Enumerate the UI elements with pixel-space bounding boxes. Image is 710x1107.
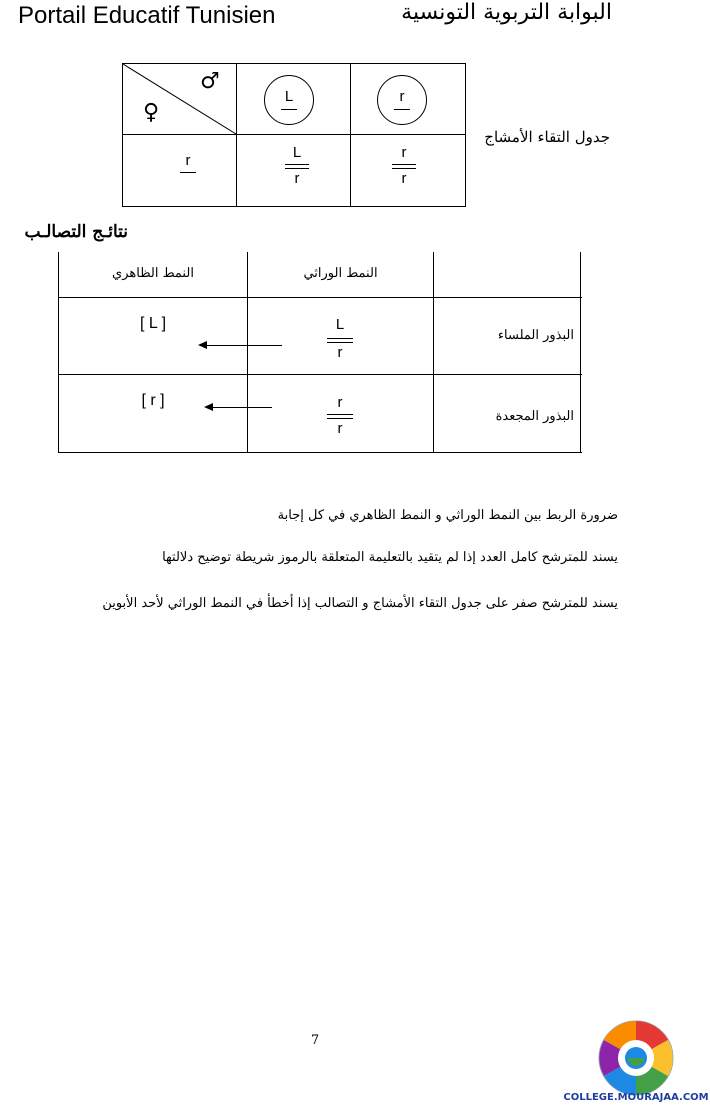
row-2-genotype-bottom: r (337, 420, 343, 437)
male-symbol: ♂ (200, 69, 220, 94)
row-2-genotype-top: r (337, 394, 343, 411)
row-2-arrow (212, 407, 272, 408)
genotype-1-bottom: r (294, 170, 300, 187)
header-title-french: Portail Educatif Tunisien (18, 2, 276, 29)
header-title-arabic: البوابة التربوية التونسية (401, 0, 612, 25)
female-gamete: r (185, 152, 191, 169)
row-2-phenotype: [ r ] (141, 392, 165, 409)
female-symbol: ♀ (142, 100, 160, 125)
results-title: نتائـج التصالـب (24, 222, 128, 242)
genotype-2-top: r (401, 144, 407, 161)
row-2-label: البذور المجعدة (495, 409, 574, 424)
row-1-arrow (206, 345, 282, 346)
site-logo-icon (598, 1020, 674, 1096)
note-3: يسند للمترشح صفر على جدول التقاء الأمشاج و التصالب إذا أخطأ في النمط الوراثي لأحد الأبوين (102, 596, 618, 611)
header-genotype: النمط الوراثي (303, 266, 378, 281)
note-2: يسند للمترشح كامل العدد إذا لم يتقيد بالتعليمة المتعلقة بالرموز شريطة توضيح دلالتها (162, 550, 618, 565)
site-url: COLLEGE.MOURAJAA.COM (563, 1092, 709, 1103)
male-gamete-1: L (284, 88, 294, 105)
genotype-2-bottom: r (401, 170, 407, 187)
row-1-label: البذور الملساء (497, 328, 574, 343)
male-gamete-2: r (399, 88, 405, 105)
row-1-genotype-bottom: r (337, 344, 343, 361)
genotype-1-top: L (292, 144, 302, 161)
gamete-table-caption: جدول التقاء الأمشاج (484, 128, 610, 146)
row-1-phenotype: [ L ] (139, 315, 167, 332)
results-table (58, 252, 581, 453)
gamete-table (122, 63, 466, 207)
header-phenotype: النمط الظاهري (112, 266, 194, 281)
note-1: ضرورة الربط بين النمط الوراثي و النمط الظاهري في كل إجابة (277, 508, 618, 523)
page-number: 7 (310, 1033, 320, 1048)
row-1-genotype-top: L (335, 316, 345, 333)
